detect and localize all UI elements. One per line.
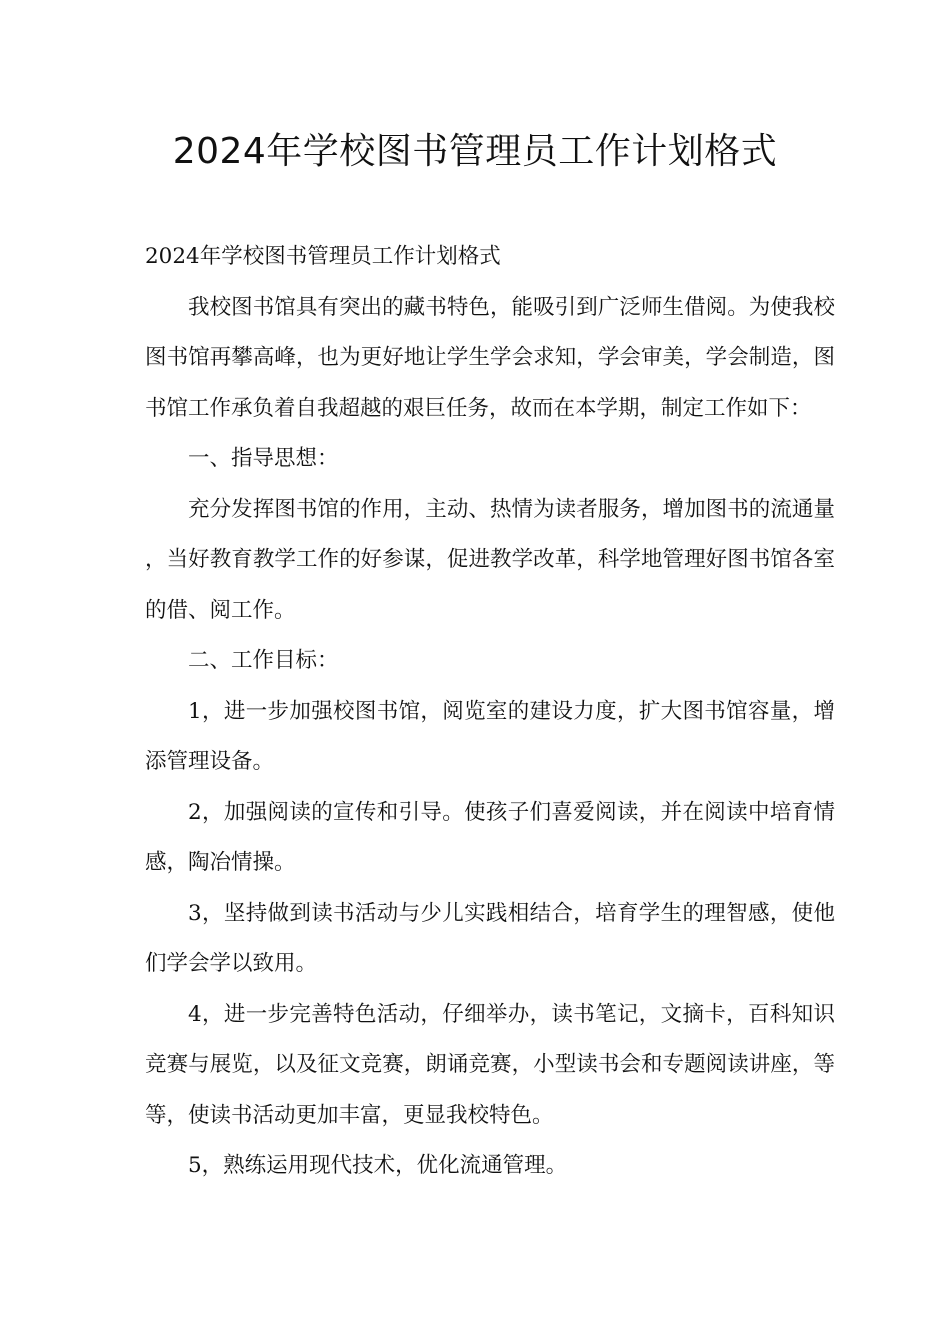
- list-item-goal-2: 2，加强阅读的宣传和引导。使孩子们喜爱阅读，并在阅读中培育情感，陶冶情操。: [145, 799, 835, 875]
- list-item-goal-1: 1，进一步加强校图书馆，阅览室的建设力度，扩大图书馆容量，增添管理设备。: [145, 698, 835, 774]
- list-item-goal-5: 5，熟练运用现代技术，优化流通管理。: [188, 1153, 568, 1178]
- section-heading-guiding-ideology: 一、指导思想：: [188, 446, 339, 471]
- list-item-goal-4: 4，进一步完善特色活动，仔细举办，读书笔记，文摘卡，百科知识竞赛与展览，以及征文竞赛，朗诵竞赛，小型读书会和专题阅读讲座，等等，使读书活动更加丰富，更显我校特色。: [145, 1001, 835, 1128]
- paragraph-guiding-ideology: 充分发挥图书馆的作用，主动、热情为读者服务，增加图书的流通量，当好教育教学工作的好参谋，促进教学改革，科学地管理好图书馆各室的借、阅工作。: [145, 496, 835, 623]
- paragraph-intro: 我校图书馆具有突出的藏书特色，能吸引到广泛师生借阅。为使我校图书馆再攀高峰，也为更好地让学生学会求知，学会审美，学会制造，图书馆工作承负着自我超越的艰巨任务，故而在本学期，制定工作如下：: [145, 294, 835, 421]
- list-item-goal-3: 3，坚持做到读书活动与少儿实践相结合，培育学生的理智感，使他们学会学以致用。: [145, 900, 835, 976]
- section-heading-work-goals: 二、工作目标：: [188, 648, 339, 673]
- document-body: [145, 232, 835, 1192]
- document-title: 2024年学校图书管理员工作计划格式: [172, 131, 778, 172]
- paragraph-subtitle: 2024年学校图书管理员工作计划格式: [145, 244, 501, 269]
